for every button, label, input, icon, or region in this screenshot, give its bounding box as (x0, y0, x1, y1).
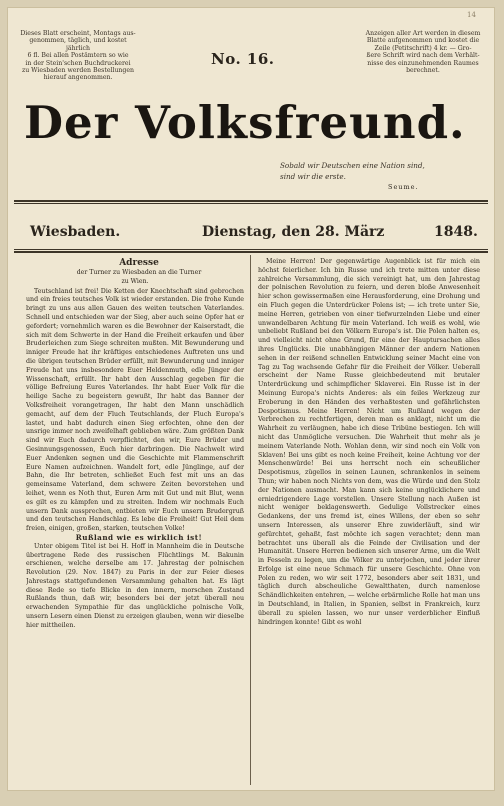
top-rule (14, 200, 488, 202)
column-divider (250, 255, 251, 785)
dateline-rule-thick (14, 251, 488, 253)
dateline-rule (14, 249, 488, 250)
newspaper-title: Der Volksfreund. (24, 96, 466, 149)
pencil-mark: 14 (467, 11, 476, 19)
motto-author: Seume. (388, 183, 419, 191)
article-body: Teutschland ist frei! Die Ketten der Knechtschaft sind gebrochen und ein freies teutsches Volk ist wieder erstanden. Die frohe Kunde bringt zu uns aus allen Gauen des weiten teutschen Vaterlandes. Schnell und entschieden war der Sieg, aber auch seine Opfer hat er gefordert; vornehmlich waren es die Bewohner der Kaiserstadt, die sich mit dem Schwerte in der Hand die Freiheit erkaufen und über Bruderleichen zum Siege schreiten mußten. Mit Bewunderung und inniger Freude hat ihr kräftiges entschiedenes Auftreten uns und die übrigen teutschen Brüder erfüllt, mit Bewunderung und inniger Freude hat uns insbesondere Euer Heldenmuth, edle Jünger der Wissenschaft, erfüllt. Ihr habt den Ausschlag gegeben für die völlige Befreiung Eures Vaterlandes. Ihr habt Euer Volk für die heilige Sache zu begeistern gewußt, Ihr habt das Banner der Volksfreiheit vorangetragen, Ihr habt den Mann unschädlich gemacht, auf dem der Fluch Teutschlands, der Fluch Europa's lastet, und habt dadurch einen Sieg erfochten, ohne den der unsrige immer noch zweifelhaft geblieben wäre. Zum größten Dank sind wir Euch dadurch verpflichtet, den wir, Eure Brüder und Gesinnungsgenossen, Euch hier darbringen. Die Nachwelt wird Euer Andenken segnen und die Geschichte mit Flammenschrift Eure Namen aufzeichnen. Wandelt fort, edle Jünglinge, auf der Bahn, die Ihr betreten, schließet Euch fest mit uns an das gemeinsame Vaterland, dem schwere Zeiten bevorstehen und leihet, wenn es Noth thut, Euren Arm mit Gut und mit Blut, wenn es gilt es zu kämpfen und zu streiten. Indem wir nochmals Euch unsern Dank aussprechen, entbieten wir Euch unsern Brudergruß und den teutschen Handschlag. Es lebe die Freiheit! Gut Heil dem freien, einigen, großen, starken, teutschen Volke! (26, 287, 244, 533)
article-body-2: Unter obigem Titel ist bei H. Hoff in Mannheim die in Deutsche übertragene Rede des russischen Flüchtlings M. Bakunin erschienen, welche derselbe am 17. Jahrestag der polnischen Revolution (29. Nov. 1847) zu Paris in der zur Feier dieses Jahrestags stattgefundenen Versammlung gehalten hat. Es lägt diese Rede so tiefe Blicke in den innern, morschen Zustand Rußlands thun, daß wir, besonders bei der jetzt überall neu erwachenden Sympathie für das unglückliche polnische Volk, unsern Lesern einen Dienst zu erzeigen glauben, wenn wir dieselbe hier mittheilen. (26, 542, 244, 629)
article-heading-2: Rußland wie es wirklich ist! (75, 532, 203, 542)
dateline-place: Wiesbaden. (30, 224, 121, 240)
dateline-year: 1848. (434, 224, 478, 240)
dateline-date: Dienstag, den 28. März (202, 224, 385, 240)
speech-body: Meine Herren! Der gegenwärtige Augenblick ist für mich ein höchst feierlicher. Ich bin Russe und ich trete mitten unter diese zahlreiche Versammlung, die sich vereinigt hat, um den Jahrestag der polnischen Revolution zu feiern, und deren bloße Anwesenheit hier schon gewissermaßen eine Herausforderung, eine Drohung und ein Fluch gegen die Unterdrücker Polens ist; — ich trete unter Sie, meine Herren, getrieben von einer tiefwurzelnden Liebe und einer unwandelbaren Achtung für mein Vaterland. Ich weiß es wohl, wie unbeliebt Rußland bei den Völkern Europa's ist. Die Polen halten es, und vielleicht nicht ohne Grund, für eine der Hauptursachen alles ihres Unglücks. Die unabhängigen Männer der andern Nationen sehen in der reißend schnellen Entwicklung seiner Macht eine von Tag zu Tag wachsende Gefahr für die Freiheit der Völker. Ueberall erscheint der Name Russe gleichbedeutend mit brutaler Unterdrückung und schimpflicher Sklaverei. Ein Russe ist in der Meinung Europa's nichts Anderes: als ein feiles Werkzeug zur Eroberung in den Händen des verhaßtesten und gefährlichsten Despotismus. Meine Herren! Nicht um Rußland wegen der Verbrechen zu rechtfertigen, deren man es anklagt, nicht um die Wahrheit zu verläugnen, habe ich diese Tribüne bestiegen. Ich will nicht das Unmögliche versuchen. Die Wahrheit thut mehr als je meinem Vaterlande Noth. Wohlan denn, wir sind noch ein Volk von Sklaven! Bei uns gibt es noch keine Freiheit, keine Achtung vor der Menschenwürde! Bei uns herrscht noch ein scheußlicher Despotismus, zügellos in seinen Launen, schrankenlos in seinem Thun; wir haben noch Nichts von dem, was die Würde und den Stolz der Nationen ausmacht. Man kann sich keine unglücklichere und erniedrigendere Lage vorstellen. Unsere Stellung nach Außen ist nicht weniger beklagenswerth. Gedulige Vollstrecker eines Gedankens, der uns fremd ist, eines Willens, der eben so sehr unsern Interessen, als unserer Ehre zuwiderläuft, sind wir gefürchtet, gehaßt, fast möchte ich sagen verachtet; denn man betrachtet uns überall als die Feinde der Civilisation und der Humanität. Unsere Herren bedienen sich unserer Arme, um die Welt in Fesseln zu legen, um die Völker zu unterjochen, und jeder ihrer Erfolge ist eine neue Schmach für unsere Geschichte. Ohne von Polen zu reden, wo wir seit 1772, besonders aber seit 1831, und täglich durch abscheuliche Gewaltthaten, durch namenlose Schändlichkeiten entehren, — welche erbärmliche Rolle hat man uns in Deutschland, in Italien, in Spanien, selbst in Frankreich, kurz überall zu spielen lassen, wo nur unser verderblicher Einfluß hindringen konnte! Gibt es wohl (258, 258, 480, 626)
left-column (26, 258, 244, 786)
subscription-notice: Dieses Blatt erscheint, Montags aus- genommen, täglich, und kostet jährlich 6 fl. Bei allen Postämtern so wie in der Stein'schen Buchdruckerei zu Wiesbaden werden Bestellungen hierauf angenommen. (20, 30, 136, 82)
right-column (258, 258, 480, 786)
article-heading: Adresse (119, 258, 159, 268)
motto: Sobald wir Deutschen eine Nation sind, sind wir die erste. (280, 161, 425, 181)
issue-number: No. 16. (211, 50, 275, 68)
advertising-notice: Anzeigen aller Art werden in diesem Blatte aufgenommen und kostet die Zeile (Petitschrift) 4 kr. — Gro- ßere Schrift wird nach dem Verhält- nisse des einzunehmenden Raumes berechnet. (365, 30, 481, 75)
newspaper-page (8, 8, 494, 790)
article-subheading: der Turner zu Wiesbaden an die Turner zu Wien. (76, 269, 202, 285)
top-rule-thin (14, 203, 488, 204)
